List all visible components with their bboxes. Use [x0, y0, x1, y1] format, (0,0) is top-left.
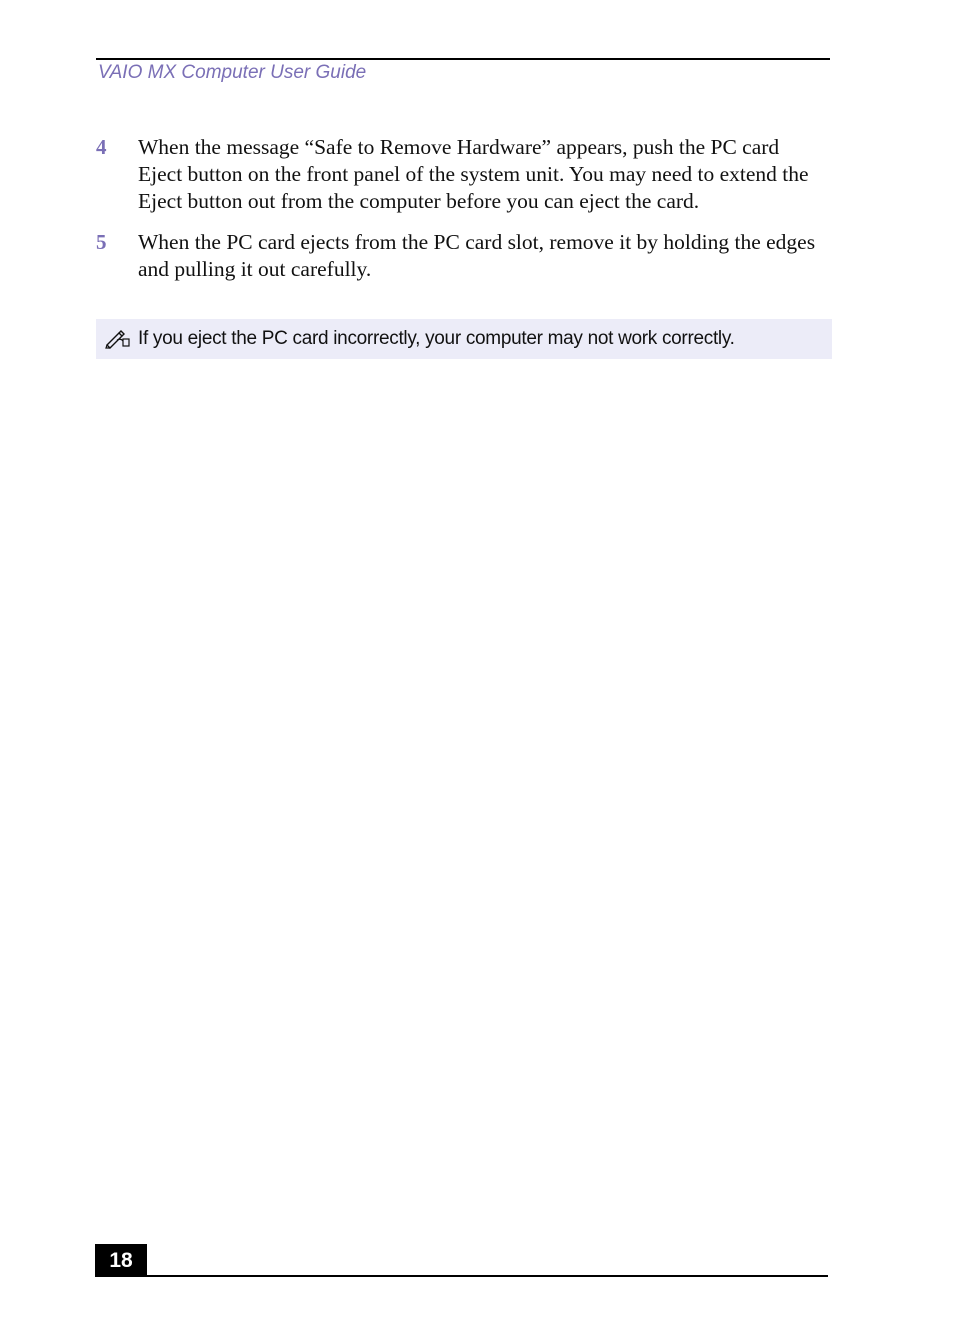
step-text: When the message “Safe to Remove Hardware” appears, push the PC card Eject button on the front panel of the system unit. You may need to extend the Eject button out from the computer before you can eject the card.: [138, 135, 809, 213]
step-item: [96, 134, 826, 215]
step-number: 5: [96, 230, 107, 254]
document-title: VAIO MX Computer User Guide: [98, 62, 367, 83]
writing-hand-icon: [104, 329, 132, 349]
step-number: 4: [96, 135, 107, 159]
step-list: [96, 134, 826, 297]
header-rule: [96, 58, 830, 60]
step-text: When the PC card ejects from the PC card slot, remove it by holding the edges and pulling it out carefully.: [138, 230, 816, 281]
note-box: [96, 319, 832, 359]
note-text: If you eject the PC card incorrectly, your computer may not work correctly.: [138, 328, 735, 349]
page-number: 18: [95, 1244, 147, 1277]
footer-rule: [96, 1275, 828, 1277]
step-item: [96, 229, 826, 283]
